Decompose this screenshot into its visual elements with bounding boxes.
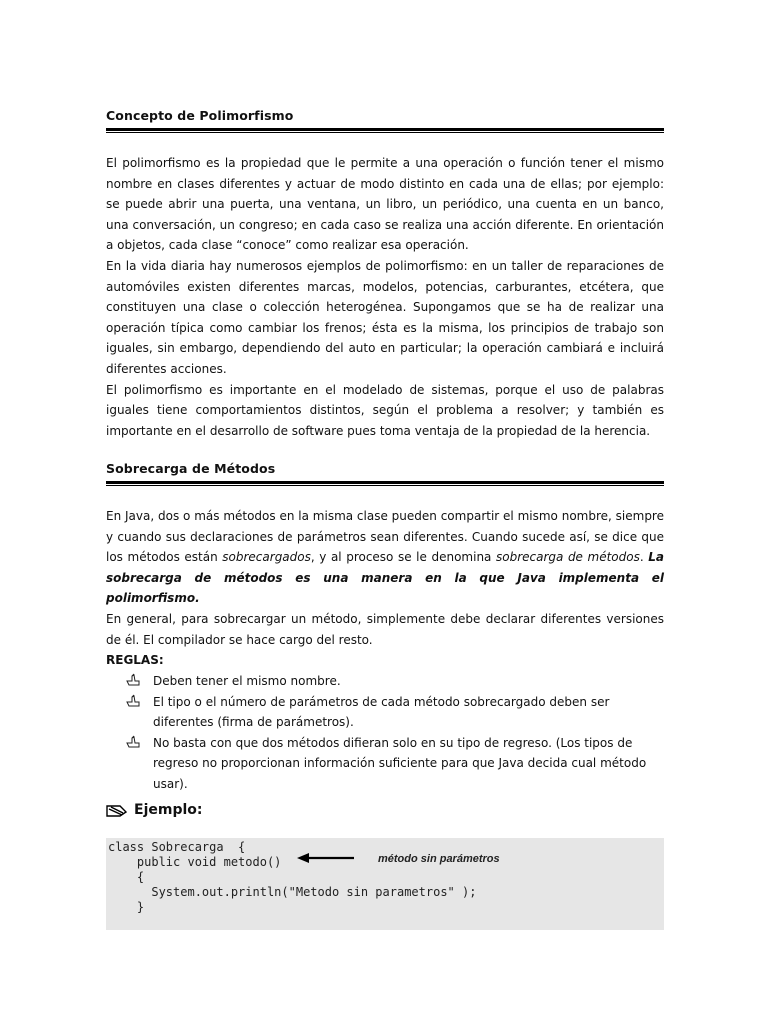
text-run: En Java, dos o más métodos en la misma clase pueden compartir el mismo nombre, siempre y cuando sus declaraciones de parámetros sean diferentes. Cuando sucede así, se dice que los métodos están <box>106 509 664 565</box>
list-item <box>126 733 664 795</box>
list-item-text: Deben tener el mismo nombre. <box>153 674 341 688</box>
paragraph: El polimorfismo es importante en el modelado de sistemas, porque el uso de palabras iguales tiene comportamientos distintos, según el problema a resolver; y también es importante en el desarrollo de software pues toma ventaja de la propiedad de la herencia. <box>106 382 664 438</box>
example-title-text: Ejemplo: <box>134 802 203 818</box>
section-title-sobrecarga: Sobrecarga de Métodos <box>106 461 276 476</box>
example-title <box>106 802 202 818</box>
text-run: , y al proceso se le denomina <box>310 550 496 565</box>
code-line: System.out.println("Metodo sin parametros" ); <box>108 885 477 899</box>
list-item <box>126 692 664 733</box>
paragraph: En la vida diaria hay numerosos ejemplos de polimorfismo: en un taller de reparaciones de automóviles existen diferentes marcas, modelos, potencias, carburantes, etcétera, que constituyen una clase o colección heterogénea. Supongamos que se ha de realizar una operación típica como cambiar los frenos; ésta es la misma, los principios de trabajo son iguales, sin embargo, dependiendo del auto en particular; la operación cambiará e incluirá diferentes acciones. <box>106 258 664 376</box>
pointing-hand-icon <box>126 694 142 708</box>
rules-list <box>126 671 664 795</box>
list-item-text: El tipo o el número de parámetros de cada método sobrecargado deben ser diferentes (firma de parámetros). <box>153 694 610 730</box>
section-title-polimorfismo: Concepto de Polimorfismo <box>106 108 294 123</box>
code-line: { <box>108 870 145 884</box>
pointing-hand-icon <box>126 735 142 749</box>
emphasis-text: sobrecargados <box>222 550 311 565</box>
title-rule <box>106 128 664 133</box>
paragraph <box>106 506 664 609</box>
pencil-icon <box>106 802 128 818</box>
paragraph: El polimorfismo es la propiedad que le permite a una operación o función tener el mismo nombre en clases diferentes y actuar de modo distinto en cada una de ellas; por ejemplo: se puede abrir una puerta, una ventana, un libro, un periódico, una cuenta en un banco, una conversación, un congreso; en cada caso se realiza una acción diferente. En orientación a objetos, cada clase “conoce” como realizar esa operación. <box>106 156 664 253</box>
bold-emphasis-text: La sobrecarga de métodos es una manera en la que Java implementa el polimorfismo. <box>106 550 664 606</box>
rules-title: REGLAS: <box>106 653 164 667</box>
emphasis-text: sobrecarga de métodos <box>495 550 640 565</box>
code-line: class Sobrecarga { <box>108 840 246 854</box>
list-item <box>126 671 664 692</box>
code-block <box>106 838 664 930</box>
code-annotation: método sin parámetros <box>378 853 500 865</box>
section-sobrecarga-body <box>106 506 664 650</box>
list-item-text: No basta con que dos métodos difieran solo en su tipo de regreso. (Los tipos de regreso no proporcionan información suficiente para que Java decida cual método usar). <box>153 735 647 791</box>
section-polimorfismo-body <box>106 153 664 441</box>
title-rule <box>106 481 664 486</box>
pointing-hand-icon <box>126 673 142 687</box>
text-run: . <box>639 550 649 565</box>
code-line: } <box>108 900 145 914</box>
paragraph: En general, para sobrecargar un método, simplemente debe declarar diferentes versiones de él. El compilador se hace cargo del resto. <box>106 611 664 647</box>
code-line: public void metodo() <box>108 855 282 869</box>
